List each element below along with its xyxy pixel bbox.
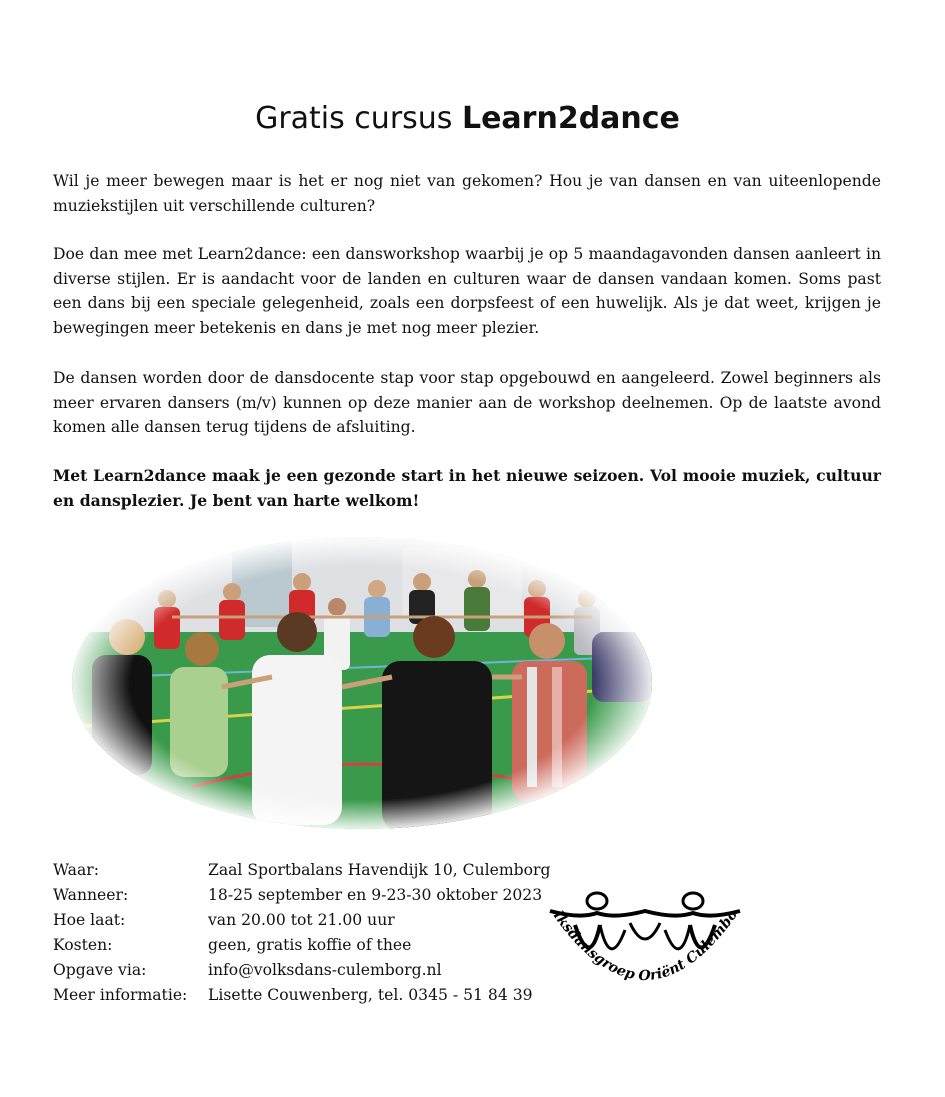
detail-value: 18-25 september en 9-23-30 oktober 2023 [208,886,543,904]
detail-row-cost [53,933,550,958]
detail-label: Kosten: [53,936,113,954]
detail-label: Waar: [53,861,99,879]
detail-label: Meer informatie: [53,986,188,1004]
dance-circle-photo [72,537,652,829]
detail-value-email[interactable]: info@volksdans-culemborg.nl [208,961,442,979]
detail-label: Opgave via: [53,961,147,979]
detail-label: Wanneer: [53,886,129,904]
detail-value: geen, gratis koffie of thee [208,936,412,954]
title-prefix: Gratis cursus [255,101,453,136]
title-bold: Learn2dance [461,101,680,136]
teaching-paragraph: De dansen worden door de dansdocente stap voor stap opgebouwd en aangeleerd. Zowel beginners als meer ervaren dansers (m/v) kunnen op deze manier aan de workshop deelnemen. Op de laatste avond komen alle dansen terug tijdens de afsluiting. [53,369,881,436]
detail-row-where [53,858,550,883]
logo-text: lksdansgroep Oriënt Culembo [549,906,742,985]
detail-value: van 20.00 tot 21.00 uur [208,911,395,929]
detail-row-when [53,883,550,908]
page-title [0,98,935,140]
detail-label: Hoe laat: [53,911,126,929]
event-details [53,858,550,1008]
detail-row-signup [53,958,550,983]
intro-paragraph: Wil je meer bewegen maar is het er nog niet van gekomen? Hou je van dansen en van uiteenlopende muziekstijlen uit verschillende culturen? [53,172,881,215]
closing-paragraph: Met Learn2dance maak je een gezonde start in het nieuwe seizoen. Vol mooie muziek, cultuur en dansplezier. Je bent van harte welkom! [53,466,881,510]
svg-text:Volksdansgroep Oriënt Culembor [545,885,741,984]
club-logo [545,885,745,1010]
detail-value: Zaal Sportbalans Havendijk 10, Culemborg [208,861,551,879]
detail-row-info [53,983,550,1008]
detail-row-time [53,908,550,933]
workshop-paragraph: Doe dan mee met Learn2dance: een dansworkshop waarbij je op 5 maandagavonden dansen aanleert in diverse stijlen. Er is aandacht voor de landen en culturen waar de dansen vandaan komen. Soms past een dans bij een speciale gelegenheid, zoals een dorpsfeest of een huwelijk. Als je dat weet, krijgen je bewegingen meer betekenis en dans je met nog meer plezier. [53,245,881,337]
detail-value: Lisette Couwenberg, tel. 0345 - 51 84 39 [208,986,533,1004]
